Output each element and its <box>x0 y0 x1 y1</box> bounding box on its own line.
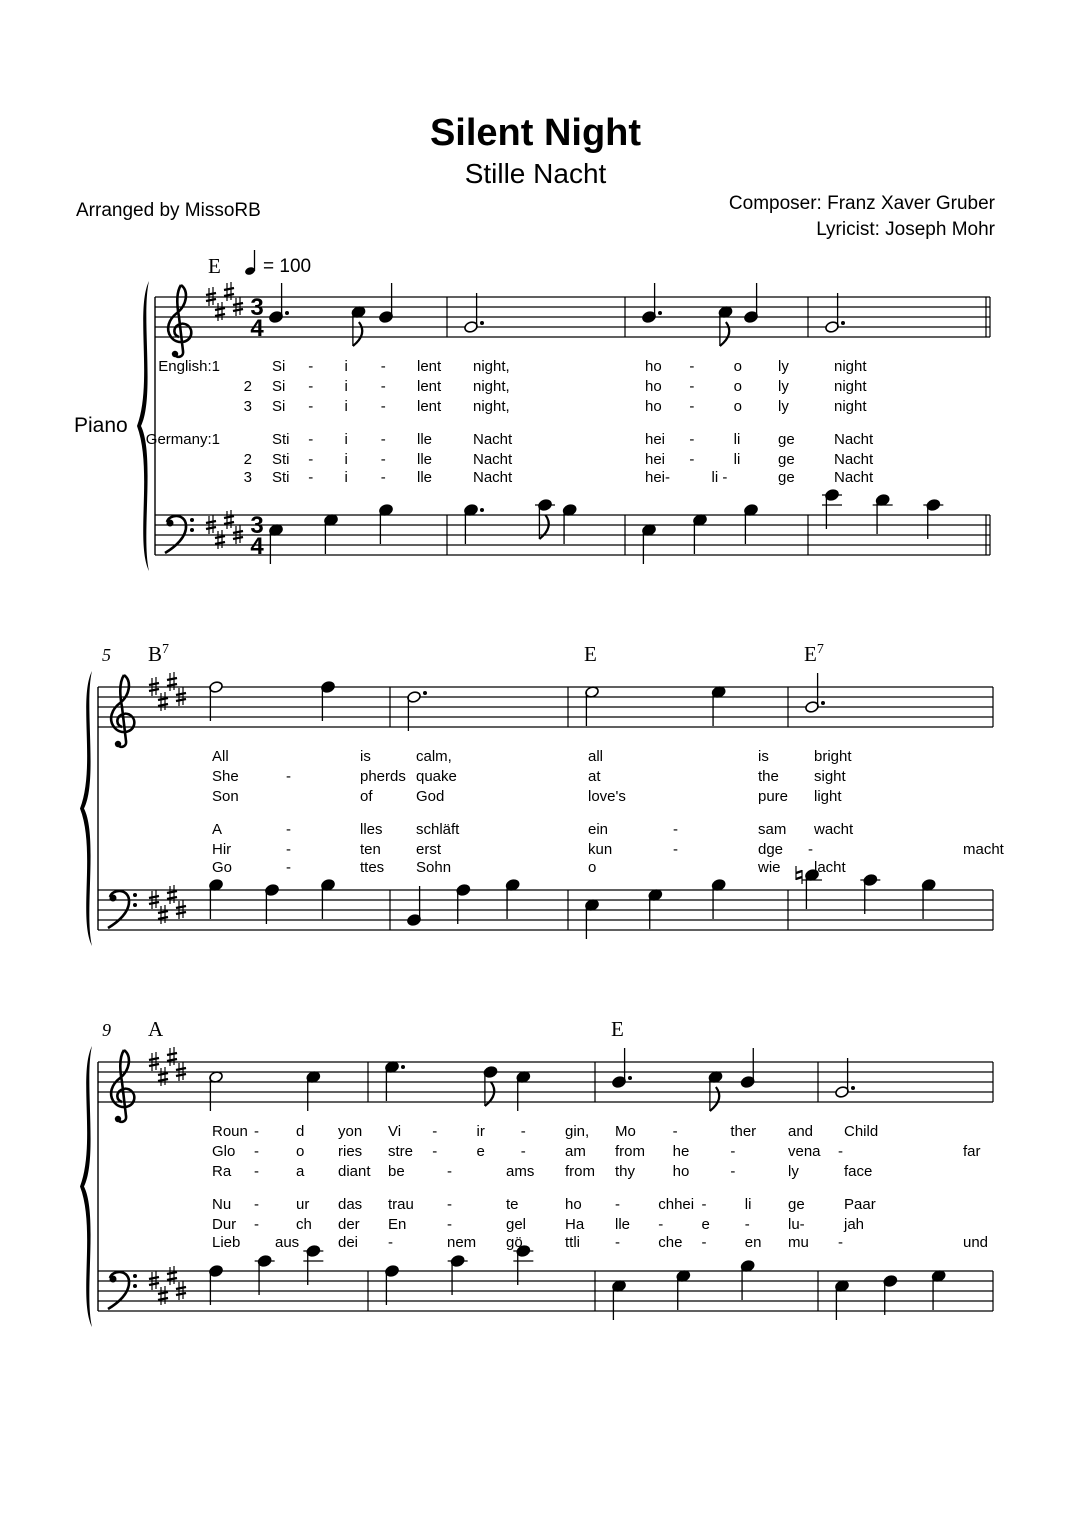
treble-clef-icon <box>111 1050 134 1122</box>
lyric-syllable: pure <box>758 788 789 805</box>
lyric-syllable: Child <box>844 1123 879 1140</box>
lyric-syllable: i <box>344 431 348 448</box>
lyric-syllable: li <box>733 451 741 468</box>
lyric-syllable: ge <box>778 469 795 486</box>
lyric-syllable: lu- <box>788 1216 805 1233</box>
lyric-syllable: e <box>476 1143 485 1160</box>
lyric-syllable: - <box>689 451 695 468</box>
lyric-syllable: - <box>689 358 695 375</box>
lyric-syllable: a <box>296 1163 305 1180</box>
treble-clef-icon <box>111 675 134 747</box>
lyric-syllable: - <box>308 358 314 375</box>
lyric-syllable: Nu <box>212 1196 232 1213</box>
lyric-syllable: - <box>432 1123 438 1140</box>
note-flag <box>353 322 362 346</box>
lyric-syllable: - <box>308 431 314 448</box>
lyric-syllable: lent <box>417 378 442 395</box>
lyric-syllable: ly <box>778 358 789 375</box>
note-flag <box>710 1087 719 1111</box>
lyric-syllable: - <box>701 1234 707 1251</box>
lyric-syllable: gö <box>506 1234 523 1251</box>
lyric-syllable: ho <box>672 1163 690 1180</box>
lyric-syllable: - <box>308 378 314 395</box>
lyric-syllable: lacht <box>814 859 846 876</box>
time-signature-top: 3 <box>250 512 264 539</box>
sharp-icon <box>167 1266 177 1285</box>
lyric-syllable: Nacht <box>473 431 513 448</box>
lyric-syllable: und <box>963 1234 989 1251</box>
lyric-syllable: ge <box>778 451 795 468</box>
sharp-icon <box>167 672 177 691</box>
lyric-syllable: Si <box>272 378 286 395</box>
note-dot <box>423 691 427 695</box>
sharp-icon <box>224 510 234 529</box>
lyric-syllable: A <box>212 821 223 838</box>
lyric-syllable: calm, <box>416 748 452 765</box>
lyric-syllable: jah <box>844 1216 865 1233</box>
lyric-syllable: ly <box>778 398 789 415</box>
lyric-syllable: Si <box>272 398 286 415</box>
lyric-syllable: - <box>380 398 386 415</box>
lyric-syllable: - <box>254 1163 259 1180</box>
lyric-syllable: ho <box>645 398 662 415</box>
chord-symbol: $E^7$ <box>804 642 824 666</box>
lyric-syllable: o <box>733 398 743 415</box>
lyric-syllable: ther <box>730 1123 757 1140</box>
lyric-syllable: o <box>588 859 597 876</box>
lyric-syllable: i <box>344 358 348 375</box>
lyric-syllable: hei <box>645 451 666 468</box>
lyric-syllable: en <box>744 1234 762 1251</box>
lyric-syllable: Nacht <box>473 469 513 486</box>
lyric-syllable: - <box>308 469 314 486</box>
chord-symbol: E <box>208 254 221 278</box>
tempo-marking: = 100 <box>263 256 312 277</box>
lyric-syllable: Sohn <box>416 859 452 876</box>
lyric-syllable: bright <box>814 748 852 765</box>
sharp-icon <box>224 282 234 301</box>
lyric-syllable: o <box>296 1143 305 1160</box>
lyric-syllable: - <box>730 1143 736 1160</box>
lyric-syllable: Sti <box>272 431 290 448</box>
lyric-syllable: o <box>733 358 743 375</box>
lyric-syllable: - <box>254 1143 259 1160</box>
lyric-syllable: En <box>388 1216 407 1233</box>
lyric-syllable: e <box>701 1216 710 1233</box>
lyric-syllable: - <box>254 1123 259 1140</box>
lyric-syllable: chhei <box>658 1196 695 1213</box>
time-signature-bottom: 4 <box>250 533 264 560</box>
lyric-syllable: diant <box>338 1163 371 1180</box>
lyric-syllable: - <box>254 1196 259 1213</box>
measure-number: 9 <box>102 1020 111 1040</box>
time-signature-top: 3 <box>250 294 264 321</box>
note-dot <box>285 311 289 315</box>
lyricist-credit: Lyricist: Joseph Mohr <box>816 219 995 240</box>
lyric-syllable: kun <box>588 841 613 858</box>
lyric-syllable: night <box>834 378 867 395</box>
score-title: Silent Night <box>429 112 642 154</box>
lyric-syllable: Hir <box>212 841 232 858</box>
time-signature-bottom: 4 <box>250 315 264 342</box>
lyric-syllable: Ra <box>212 1163 232 1180</box>
lyric-syllable: is <box>360 748 371 765</box>
lyric-syllable: Lieb <box>212 1234 241 1251</box>
lyric-syllable: all <box>588 748 604 765</box>
lyric-syllable: lle <box>615 1216 631 1233</box>
lyric-syllable: - <box>808 841 813 858</box>
lyric-syllable: - <box>673 821 678 838</box>
lyric-syllable: lent <box>417 358 442 375</box>
lyric-syllable: God <box>416 788 445 805</box>
lyric-syllable: - <box>520 1143 526 1160</box>
lyric-syllable: night, <box>473 378 510 395</box>
lyric-syllable: ttli <box>565 1234 580 1251</box>
sharp-icon <box>158 1286 168 1305</box>
lyric-syllable: - <box>380 378 386 395</box>
lyric-syllable: is <box>758 748 769 765</box>
note-dot <box>480 508 484 512</box>
composer-credit: Composer: Franz Xaver Gruber <box>728 193 995 214</box>
lyric-syllable: nem <box>447 1234 477 1251</box>
lyric-syllable: - <box>838 1234 843 1251</box>
lyric-syllable: macht <box>963 841 1004 858</box>
piano-brace-icon <box>137 281 149 571</box>
lyric-syllable: - <box>286 841 291 858</box>
lyric-verse-label: 3 <box>243 469 252 486</box>
lyric-syllable: Vi <box>388 1123 402 1140</box>
lyric-syllable: d <box>296 1123 305 1140</box>
natural-icon <box>796 866 802 884</box>
lyric-syllable: - <box>447 1216 452 1233</box>
instrument-name: Piano <box>74 414 128 437</box>
lyric-syllable: mu <box>788 1234 809 1251</box>
lyric-syllable: ten <box>360 841 381 858</box>
lyric-syllable: - <box>447 1196 452 1213</box>
lyric-syllable: yon <box>338 1123 363 1140</box>
lyric-syllable: wie <box>758 859 781 876</box>
lyric-syllable: lent <box>417 398 442 415</box>
chord-symbol: $B^7$ <box>148 642 170 666</box>
note-dot <box>851 1086 855 1090</box>
lyric-syllable: gel <box>506 1216 527 1233</box>
lyric-syllable: - <box>380 469 386 486</box>
lyric-syllable: - <box>658 1216 664 1233</box>
lyric-syllable: schläft <box>416 821 460 838</box>
lyric-syllable: ch <box>296 1216 312 1233</box>
lyric-syllable: ge <box>778 431 795 448</box>
lyric-syllable: ho <box>645 358 662 375</box>
piano-brace-icon <box>80 1046 92 1327</box>
lyric-syllable: trau <box>388 1196 414 1213</box>
lyric-syllable: love's <box>588 788 626 805</box>
lyric-syllable: - <box>447 1163 452 1180</box>
lyric-syllable: Sti <box>272 469 290 486</box>
chord-symbol: A <box>148 1017 164 1041</box>
lyric-syllable: dge <box>758 841 784 858</box>
lyric-syllable: All <box>212 748 229 765</box>
lyric-syllable: - <box>388 1234 393 1251</box>
lyric-syllable: - <box>730 1163 736 1180</box>
lyric-syllable: ho <box>565 1196 582 1213</box>
lyric-verse-label: 2 <box>243 451 252 468</box>
lyric-syllable: vena <box>788 1143 821 1160</box>
lyric-syllable: Go <box>212 859 233 876</box>
lyric-syllable: li - <box>711 469 728 486</box>
lyric-syllable: i <box>344 398 348 415</box>
lyric-syllable: - <box>308 398 314 415</box>
piano-brace-icon <box>80 671 92 946</box>
lyric-syllable: the <box>758 768 779 785</box>
lyric-syllable: - <box>380 431 386 448</box>
lyric-syllable: i <box>344 451 348 468</box>
lyric-syllable: - <box>701 1196 707 1213</box>
lyric-syllable: - <box>689 431 695 448</box>
note-dot <box>401 1065 405 1069</box>
note-dot <box>480 321 484 325</box>
lyric-syllable: - <box>380 358 386 375</box>
lyric-verse-label: Germany:1 <box>145 431 220 448</box>
lyric-syllable: Mo <box>615 1123 636 1140</box>
lyric-syllable: lle <box>417 431 433 448</box>
sharp-icon <box>167 1047 177 1066</box>
note-dot <box>821 701 825 705</box>
lyric-syllable: li <box>744 1196 752 1213</box>
lyric-syllable: che <box>658 1234 683 1251</box>
lyric-syllable: night <box>834 398 867 415</box>
lyric-syllable: ur <box>296 1196 310 1213</box>
chord-symbol: E <box>611 1017 624 1041</box>
note-dot <box>658 311 662 315</box>
lyric-syllable: lle <box>417 469 433 486</box>
lyric-syllable: Glo <box>212 1143 236 1160</box>
lyric-syllable: - <box>254 1216 259 1233</box>
lyric-syllable: - <box>615 1234 620 1251</box>
lyric-syllable: Nacht <box>834 451 874 468</box>
lyric-syllable: - <box>286 821 291 838</box>
lyric-syllable: stre <box>388 1143 414 1160</box>
note-dot <box>628 1076 632 1080</box>
lyric-syllable: - <box>615 1196 620 1213</box>
lyric-syllable: pherds <box>360 768 406 785</box>
lyric-syllable: Sti <box>272 451 290 468</box>
lyric-syllable: o <box>733 378 743 395</box>
lyric-syllable: - <box>380 451 386 468</box>
lyric-syllable: - <box>432 1143 438 1160</box>
lyric-syllable: thy <box>615 1163 636 1180</box>
sharp-icon <box>215 302 225 321</box>
lyric-syllable: night, <box>473 358 510 375</box>
lyric-syllable: from <box>615 1143 645 1160</box>
lyric-syllable: Si <box>272 358 286 375</box>
lyric-syllable: night <box>834 358 867 375</box>
lyric-syllable: hei- <box>645 469 671 486</box>
treble-clef-icon <box>168 285 191 357</box>
note-flag <box>720 322 729 346</box>
lyric-syllable: li <box>733 431 741 448</box>
lyric-syllable: - <box>308 451 314 468</box>
lyric-syllable: lle <box>417 451 433 468</box>
lyric-syllable: - <box>286 768 291 785</box>
score-subtitle: Stille Nacht <box>464 158 607 189</box>
lyric-syllable: - <box>689 398 695 415</box>
measure-number: 5 <box>102 645 111 665</box>
lyric-syllable: - <box>673 841 678 858</box>
lyric-syllable: - <box>286 859 291 876</box>
lyric-syllable: ams <box>506 1163 535 1180</box>
lyric-syllable: ein <box>588 821 609 838</box>
lyric-syllable: face <box>844 1163 873 1180</box>
lyric-syllable: Nacht <box>834 431 874 448</box>
lyric-syllable: erst <box>416 841 442 858</box>
lyric-syllable: he <box>672 1143 690 1160</box>
sharp-icon <box>215 530 225 549</box>
lyric-syllable: ir <box>476 1123 485 1140</box>
lyric-syllable: quake <box>416 768 457 785</box>
lyric-verse-label: 2 <box>243 378 252 395</box>
lyric-syllable: be <box>388 1163 405 1180</box>
lyric-syllable: der <box>338 1216 360 1233</box>
lyric-syllable: at <box>588 768 601 785</box>
lyric-syllable: - <box>672 1123 678 1140</box>
lyric-syllable: wacht <box>814 821 854 838</box>
lyric-syllable: light <box>814 788 842 805</box>
lyric-syllable: ho <box>645 378 662 395</box>
lyric-syllable: Roun <box>212 1123 248 1140</box>
sharp-icon <box>167 885 177 904</box>
lyric-syllable: ttes <box>360 859 385 876</box>
arranger-credit: Arranged by MissoRB <box>76 200 261 221</box>
lyric-syllable: Dur <box>212 1216 237 1233</box>
lyric-syllable: te <box>506 1196 519 1213</box>
lyric-syllable: am <box>565 1143 586 1160</box>
lyric-syllable: from <box>565 1163 595 1180</box>
sharp-icon <box>158 692 168 711</box>
lyric-syllable: - <box>744 1216 750 1233</box>
lyric-syllable: ly <box>788 1163 799 1180</box>
sharp-icon <box>158 905 168 924</box>
lyric-syllable: i <box>344 469 348 486</box>
chord-symbol: E <box>584 642 597 666</box>
lyric-verse-label: 3 <box>243 398 252 415</box>
lyric-syllable: sight <box>814 768 846 785</box>
lyric-syllable: ge <box>788 1196 805 1213</box>
lyric-syllable: aus <box>275 1234 300 1251</box>
lyric-verse-label: English:1 <box>158 358 220 375</box>
lyric-syllable: - <box>689 378 695 395</box>
lyric-syllable: Paar <box>844 1196 876 1213</box>
lyric-syllable: - <box>520 1123 526 1140</box>
lyric-syllable: Nacht <box>473 451 513 468</box>
lyric-syllable: ries <box>338 1143 363 1160</box>
lyric-syllable: i <box>344 378 348 395</box>
lyric-syllable: Nacht <box>834 469 874 486</box>
lyric-syllable: Son <box>212 788 239 805</box>
lyric-syllable: hei <box>645 431 666 448</box>
lyric-syllable: ly <box>778 378 789 395</box>
lyric-syllable: gin, <box>565 1123 590 1140</box>
lyric-syllable: - <box>838 1143 843 1160</box>
lyric-syllable: sam <box>758 821 787 838</box>
lyric-syllable: night, <box>473 398 510 415</box>
lyric-syllable: lles <box>360 821 383 838</box>
note-dot <box>841 321 845 325</box>
lyric-syllable: das <box>338 1196 363 1213</box>
lyric-syllable: dei <box>338 1234 359 1251</box>
lyric-syllable: She <box>212 768 239 785</box>
lyric-syllable: of <box>360 788 373 805</box>
lyric-syllable: Ha <box>565 1216 585 1233</box>
lyric-syllable: far <box>963 1143 981 1160</box>
sharp-icon <box>158 1067 168 1086</box>
lyric-syllable: and <box>788 1123 814 1140</box>
